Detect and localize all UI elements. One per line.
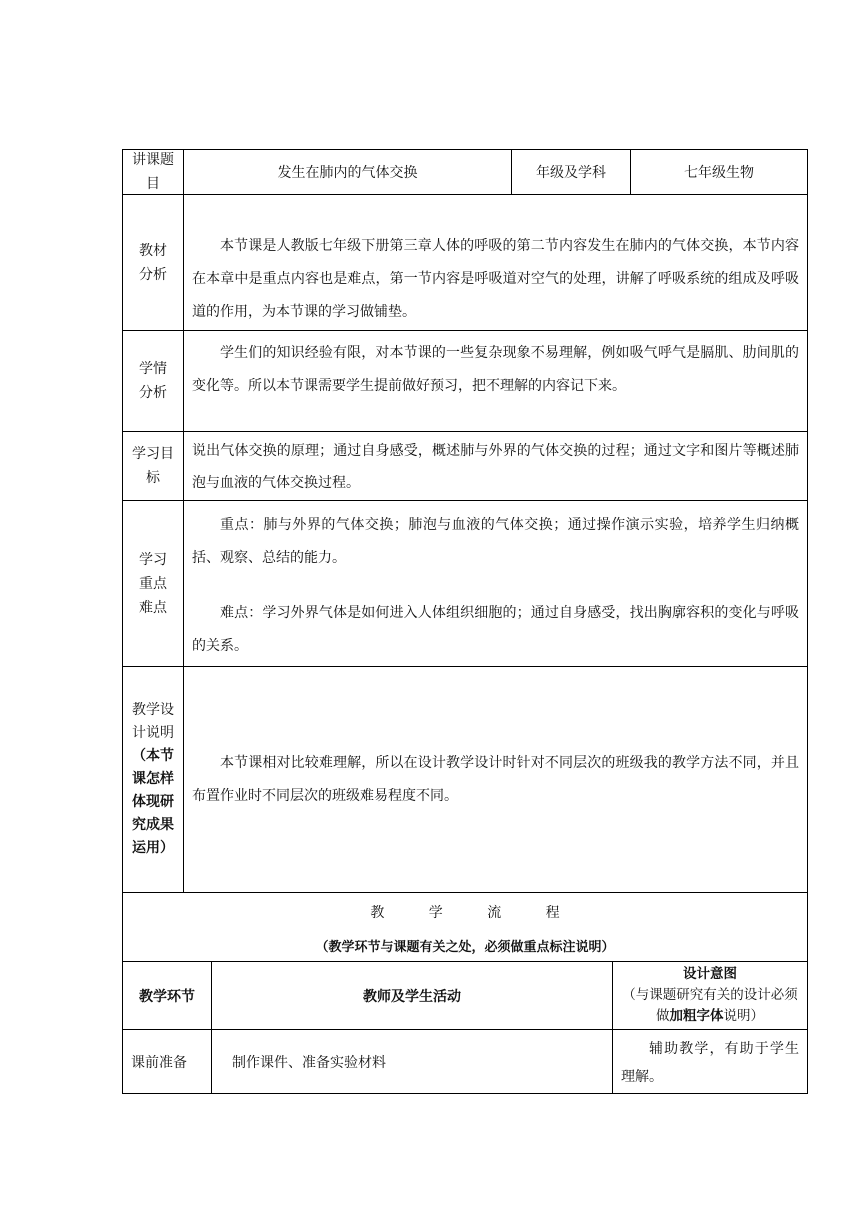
student-text: 学生们的知识经验有限，对本节课的一些复杂现象不易理解，例如吸气呼气是膈肌、肋间肌的变化等。所以本节课需要学生提前做好预习，把不理解的内容记下来。: [192, 345, 799, 394]
design-text: 本节课相对比较难理解，所以在设计教学设计时针对不同层次的班级我的教学方法不同，并且布置作业时不同层次的班级难易程度不同。: [192, 755, 799, 804]
row1-activity: 制作课件、准备实验材料: [232, 1054, 386, 1071]
row1-intent-cell: [612, 1030, 808, 1094]
goal-text: 说出气体交换的原理；通过自身感受，概述肺与外界的气体交换的过程；通过文字和图片等概述肺泡与血液的气体交换过程。: [192, 443, 799, 491]
goal-label: 学习目标: [132, 446, 174, 486]
row1-step: 课前准备: [131, 1054, 187, 1071]
grade-label: 年级及学科: [536, 165, 606, 181]
key-label: 学习重点难点: [139, 551, 167, 616]
topic-label: 讲课题目: [132, 152, 174, 192]
design-label: 教学设计说明: [132, 702, 174, 741]
col-intent-title: 设计意图: [683, 966, 737, 982]
row1-intent: 辅助教学，有助于学生理解。: [621, 1041, 799, 1085]
topic-value-cell: [183, 149, 511, 195]
grade-label-cell: [511, 149, 630, 195]
row1-step-cell: [122, 1030, 211, 1094]
key-text-difficulty: 难点：学习外界气体是如何进入人体组织细胞的；通过自身感受，找出胸廓容积的变化与呼吸的关系。: [192, 605, 799, 654]
key-text-focus: 重点：肺与外界的气体交换；肺泡与血液的气体交换；通过操作演示实验，培养学生归纳概括、观察、总结的能力。: [192, 517, 799, 566]
key-label-cell: [122, 501, 183, 667]
design-sublabel: （本节课怎样体现研究成果运用）: [132, 748, 174, 856]
goal-text-cell: [183, 432, 808, 501]
design-label-cell: [122, 667, 183, 893]
student-label: 学情分析: [139, 361, 167, 401]
material-label: 教材分析: [139, 242, 167, 283]
col-step-header: [122, 962, 211, 1030]
student-label-cell: [122, 331, 183, 432]
flow-note: （教学环节与课题有关之处，必须做重点标注说明）: [315, 940, 615, 955]
topic-label-cell: [122, 149, 183, 195]
col-activity-header: [211, 962, 612, 1030]
col-intent-note-bold: 加粗字体: [669, 1008, 724, 1024]
goal-label-cell: [122, 432, 183, 501]
material-label-cell: [122, 195, 183, 331]
material-text-cell: [183, 195, 808, 331]
col-intent-note: （与课题研究有关的设计必须做加粗字体说明）: [622, 987, 798, 1024]
flow-header-cell: [122, 893, 808, 962]
flow-title: 教 学 流 程: [370, 905, 580, 921]
grade-value: 七年级生物: [684, 165, 754, 181]
row1-activity-cell: [211, 1030, 612, 1094]
topic-value: 发生在肺内的气体交换: [277, 165, 418, 181]
material-text: 本节课是人教版七年级下册第三章人体的呼吸的第二节内容发生在肺内的气体交换，本节内容在本章中是重点内容也是难点，第一节内容是呼吸道对空气的处理，讲解了呼吸系统的组成及呼吸道的作用，为本节课的学习做铺垫。: [192, 238, 799, 320]
key-text-cell: [183, 501, 808, 667]
col-intent-header: [612, 962, 808, 1030]
grade-value-cell: [630, 149, 808, 195]
col-step-label: 教学环节: [139, 988, 195, 1005]
design-text-cell: [183, 667, 808, 893]
student-text-cell: [183, 331, 808, 432]
col-activity-label: 教师及学生活动: [363, 988, 461, 1005]
